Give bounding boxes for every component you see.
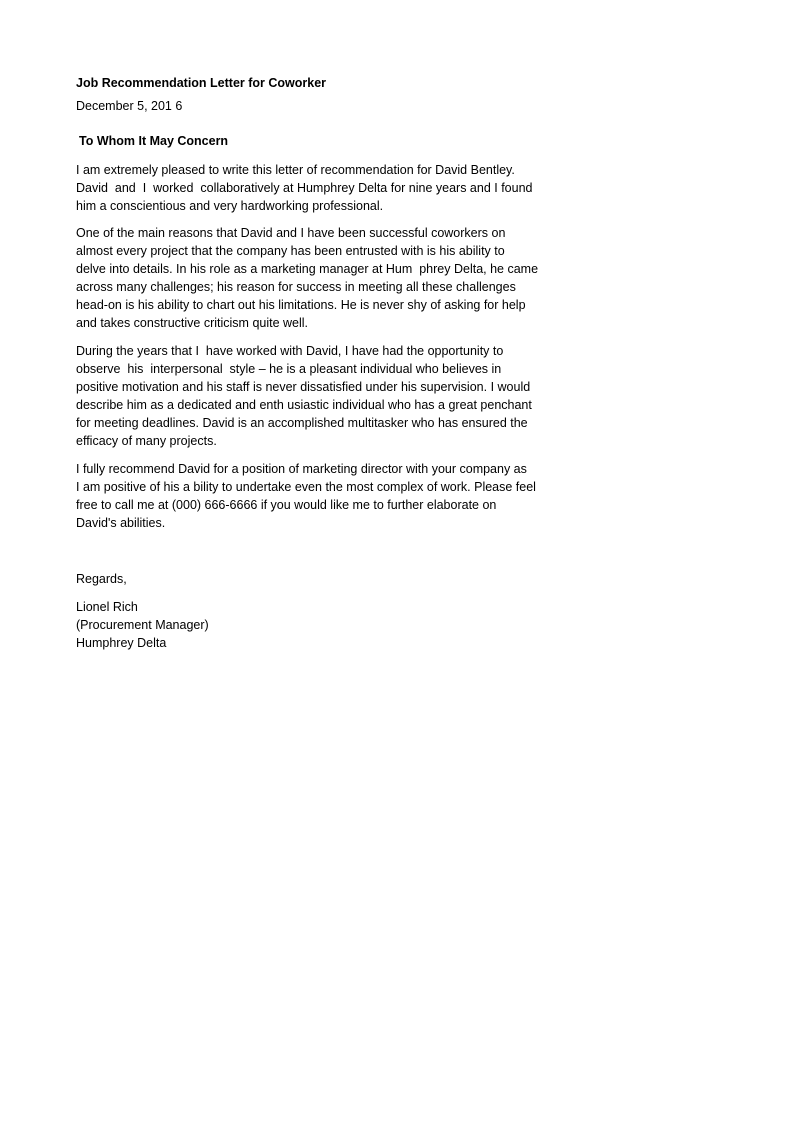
paragraph-line: and takes constructive criticism quite well. [76, 316, 309, 330]
paragraph-1 [76, 161, 533, 215]
paragraph-line: During the years that I have worked with David, I have had the opportunity to [76, 344, 504, 358]
closing-text: Regards, [76, 572, 127, 586]
signature-name: Lionel Rich [76, 600, 138, 614]
paragraph-2 [76, 224, 538, 332]
signature-role: (Procurement Manager) [76, 618, 209, 632]
paragraph-line: him a conscientious and very hardworking professional. [76, 199, 384, 213]
paragraph-line: almost every project that the company has been entrusted with is his ability to [76, 244, 505, 258]
paragraph-4 [76, 460, 536, 532]
paragraph-line: across many challenges; his reason for success in meeting all these challenges [76, 280, 516, 294]
paragraph-line: observe his interpersonal style – he is a pleasant individual who believes in [76, 362, 502, 376]
signature-block [76, 598, 209, 652]
paragraph-line: I fully recommend David for a position of marketing director with your company as [76, 462, 527, 476]
salutation: To Whom It May Concern [79, 134, 229, 148]
paragraph-line: efficacy of many projects. [76, 434, 217, 448]
paragraph-line: delve into details. In his role as a marketing manager at Hum phrey Delta, he came [76, 262, 539, 276]
letter-date: December 5, 201 6 [76, 99, 183, 113]
paragraph-line: free to call me at (000) 666-6666 if you would like me to further elaborate on [76, 498, 497, 512]
paragraph-line: One of the main reasons that David and I have been successful coworkers on [76, 226, 506, 240]
closing [76, 570, 127, 588]
paragraph-line: I am extremely pleased to write this letter of recommendation for David Bentley. [76, 163, 515, 177]
paragraph-line: I am positive of his a bility to undertake even the most complex of work. Please feel [76, 480, 536, 494]
signature-company: Humphrey Delta [76, 636, 167, 650]
letter-title: Job Recommendation Letter for Coworker [76, 76, 327, 90]
paragraph-line: for meeting deadlines. David is an accomplished multitasker who has ensured the [76, 416, 528, 430]
paragraph-line: David and I worked collaboratively at Humphrey Delta for nine years and I found [76, 181, 533, 195]
paragraph-line: positive motivation and his staff is never dissatisfied under his supervision. I would [76, 380, 531, 394]
paragraph-line: describe him as a dedicated and enth usiastic individual who has a great penchant [76, 398, 532, 412]
paragraph-line: head-on is his ability to chart out his limitations. He is never shy of asking for help [76, 298, 526, 312]
paragraph-line: David's abilities. [76, 516, 166, 530]
paragraph-3 [76, 342, 532, 450]
